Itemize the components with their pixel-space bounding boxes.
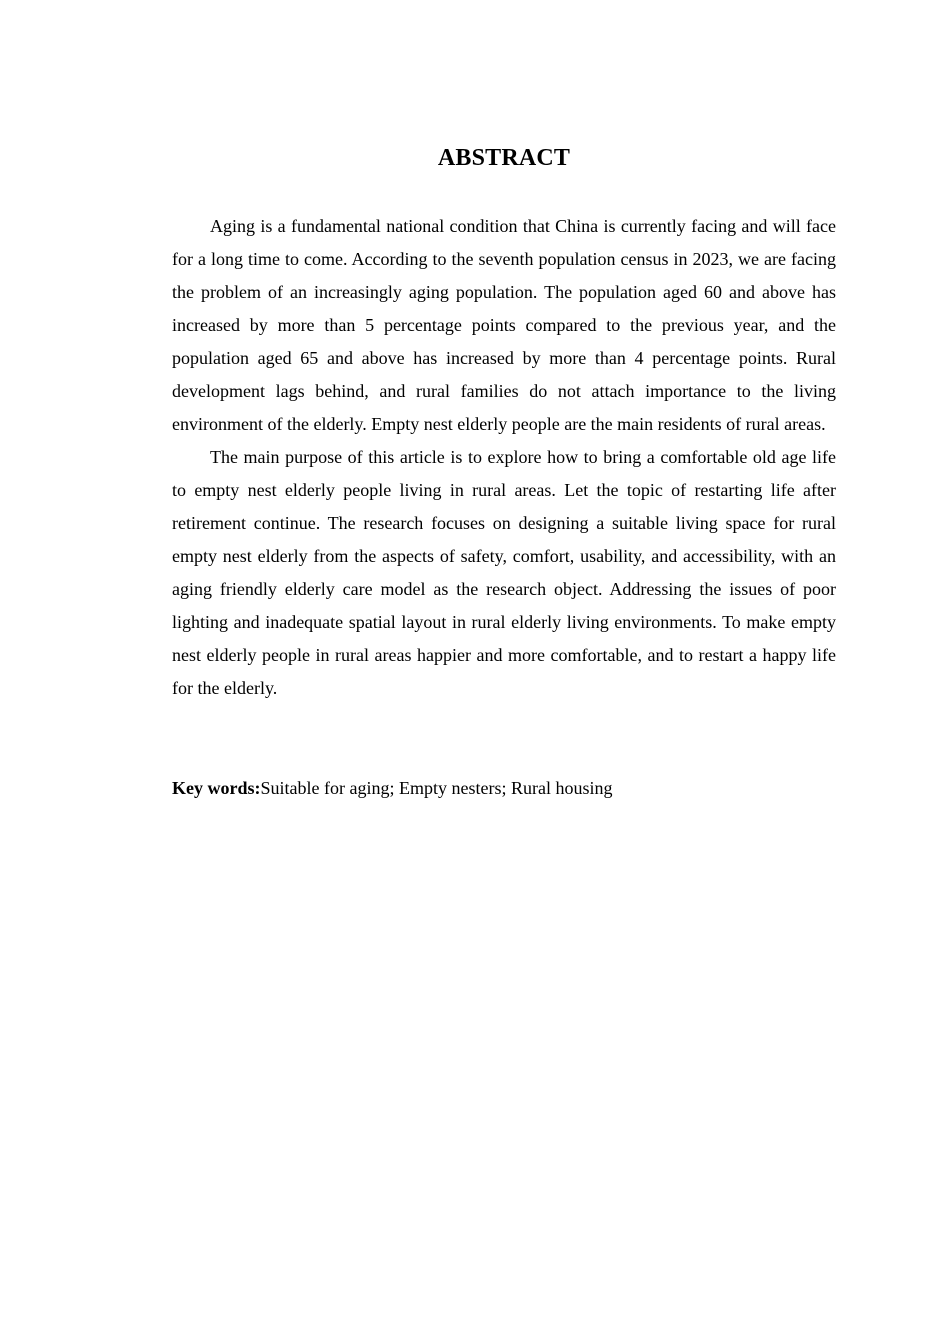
keywords-label: Key words: bbox=[172, 778, 261, 798]
abstract-title: ABSTRACT bbox=[437, 145, 571, 171]
abstract-body bbox=[172, 210, 836, 705]
abstract-paragraph-1: Aging is a fundamental national condition that China is currently facing and will face for a long time to come. According to the seventh population census in 2023, we are facing the problem of an increasingly aging population. The population aged 60 and above has increased by more than 5 percentage points compared to the previous year, and the population aged 65 and above has increased by more than 4 percentage points. Rural development lags behind, and rural families do not attach importance to the living environment of the elderly. Empty nest elderly people are the main residents of rural areas. bbox=[172, 216, 836, 434]
keywords-value: Suitable for aging; Empty nesters; Rural housing bbox=[260, 778, 613, 798]
keywords-line bbox=[172, 772, 836, 805]
abstract-paragraph-2: The main purpose of this article is to explore how to bring a comfortable old age life to empty nest elderly people living in rural areas. Let the topic of restarting life after retirement continue. The research focuses on designing a suitable living space for rural empty nest elderly from the aspects of safety, comfort, usability, and accessibility, with an aging friendly elderly care model as the research object. Addressing the issues of poor lighting and inadequate spatial layout in rural elderly living environments. To make empty nest elderly people in rural areas happier and more comfortable, and to restart a happy life for the elderly. bbox=[172, 447, 836, 698]
